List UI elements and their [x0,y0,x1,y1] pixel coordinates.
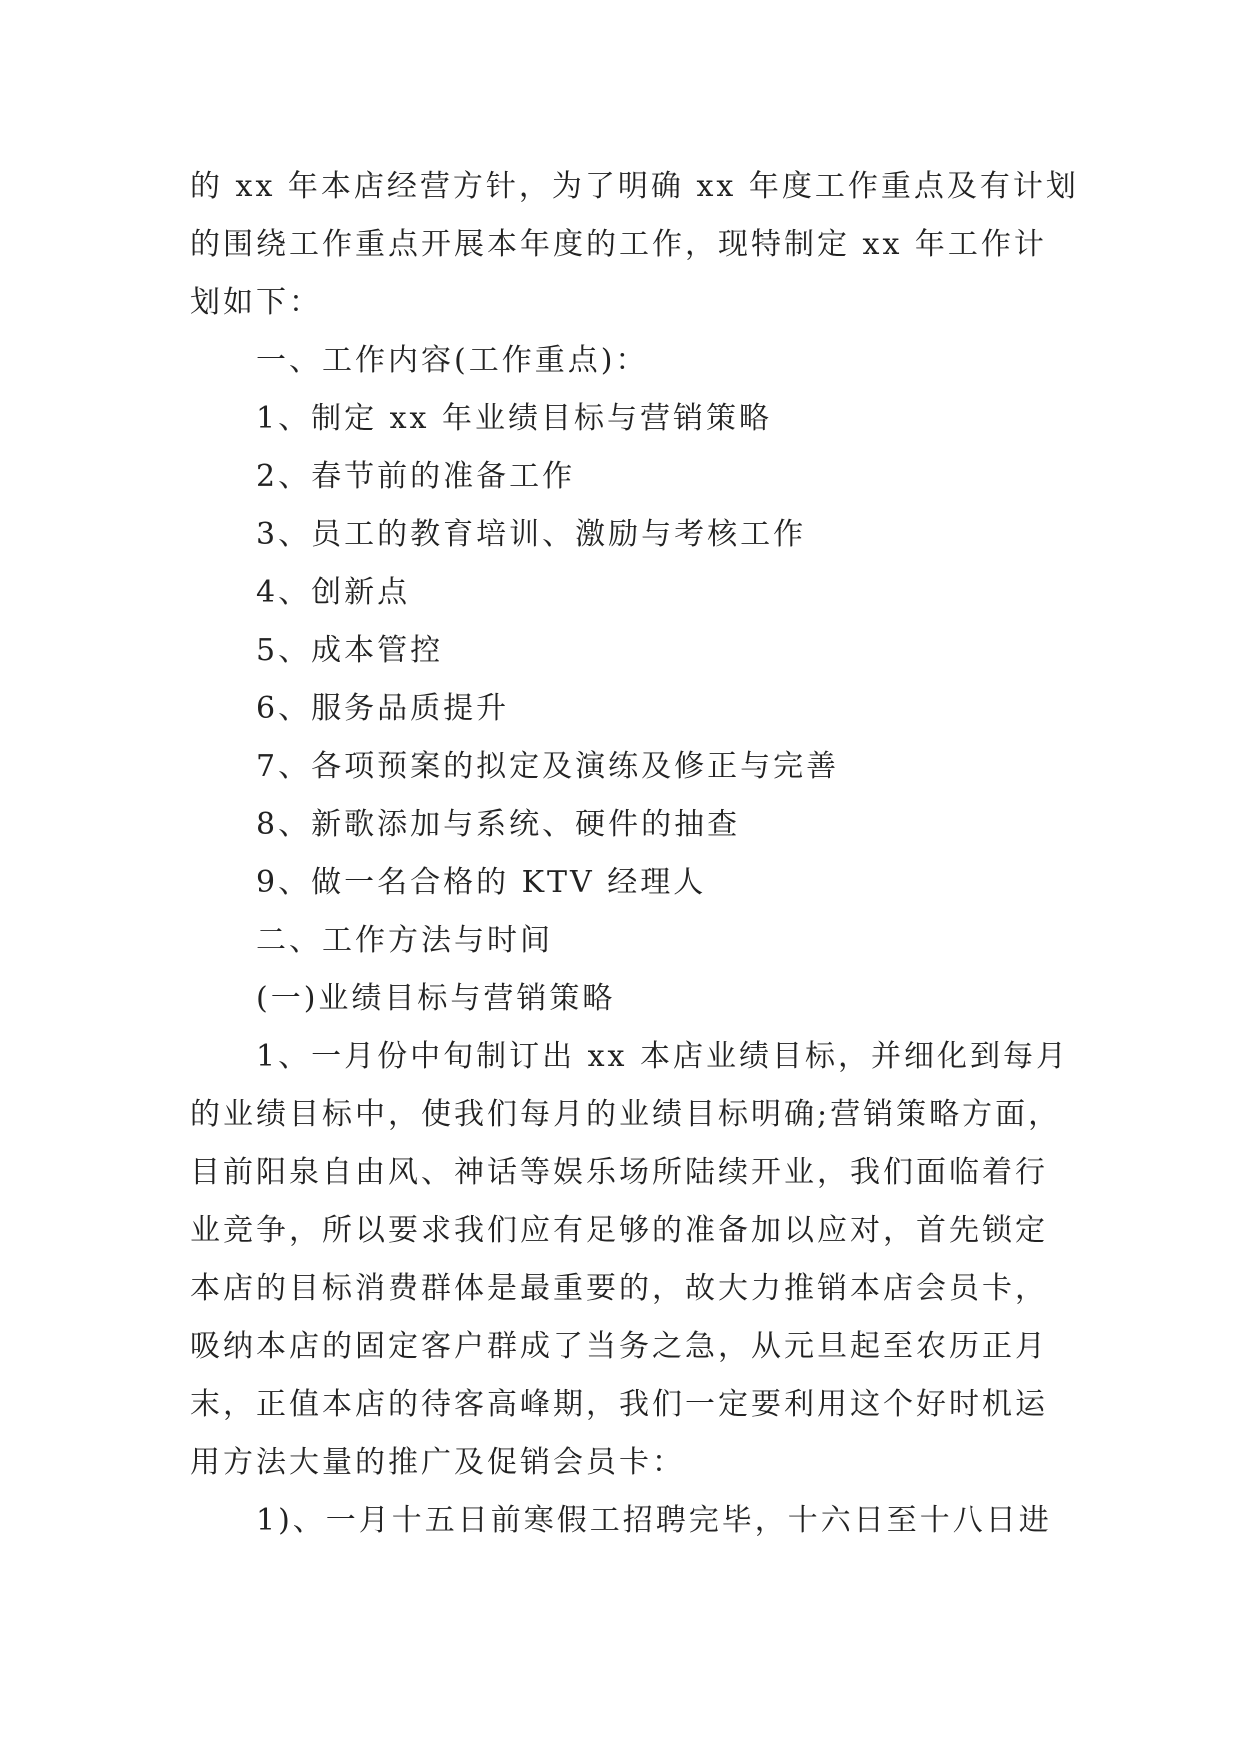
text-line: 1)、一月十五日前寒假工招聘完毕，十六日至十八日进 [256,1503,1052,1538]
text-line: 4、创新点 [256,575,411,610]
text-line: (一)业绩目标与营销策略 [256,981,616,1016]
text-line: 划如下： [190,285,322,320]
text-line: 吸纳本店的固定客户群成了当务之急，从元旦起至农历正月 [190,1329,1048,1364]
text-line: 1、一月份中旬制订出 xx 本店业绩目标，并细化到每月 [256,1039,1069,1074]
text-line: 的业绩目标中，使我们每月的业绩目标明确;营销策略方面， [190,1097,1062,1132]
text-line: 9、做一名合格的 KTV 经理人 [256,865,707,900]
text-line: 目前阳泉自由风、神话等娱乐场所陆续开业，我们面临着行 [190,1155,1048,1190]
text-line: 本店的目标消费群体是最重要的，故大力推销本店会员卡， [190,1271,1048,1306]
document-body [190,158,1079,1550]
text-line: 6、服务品质提升 [256,691,510,726]
text-line: 的围绕工作重点开展本年度的工作，现特制定 xx 年工作计 [190,227,1047,262]
text-line: 业竞争，所以要求我们应有足够的准备加以应对，首先锁定 [190,1213,1048,1248]
text-line: 的 xx 年本店经营方针，为了明确 xx 年度工作重点及有计划 [190,169,1079,204]
text-line: 5、成本管控 [256,633,444,668]
text-line: 2、春节前的准备工作 [256,459,576,494]
text-line: 8、新歌添加与系统、硬件的抽查 [256,807,741,842]
text-line: 一、工作内容(工作重点)： [256,343,649,378]
text-line: 1、制定 xx 年业绩目标与营销策略 [256,401,772,436]
text-line: 3、员工的教育培训、激励与考核工作 [256,517,807,552]
text-line: 用方法大量的推广及促销会员卡： [190,1445,685,1480]
text-line: 7、各项预案的拟定及演练及修正与完善 [256,749,840,784]
text-line: 二、工作方法与时间 [256,923,553,958]
text-line: 末，正值本店的待客高峰期，我们一定要利用这个好时机运 [190,1387,1048,1422]
